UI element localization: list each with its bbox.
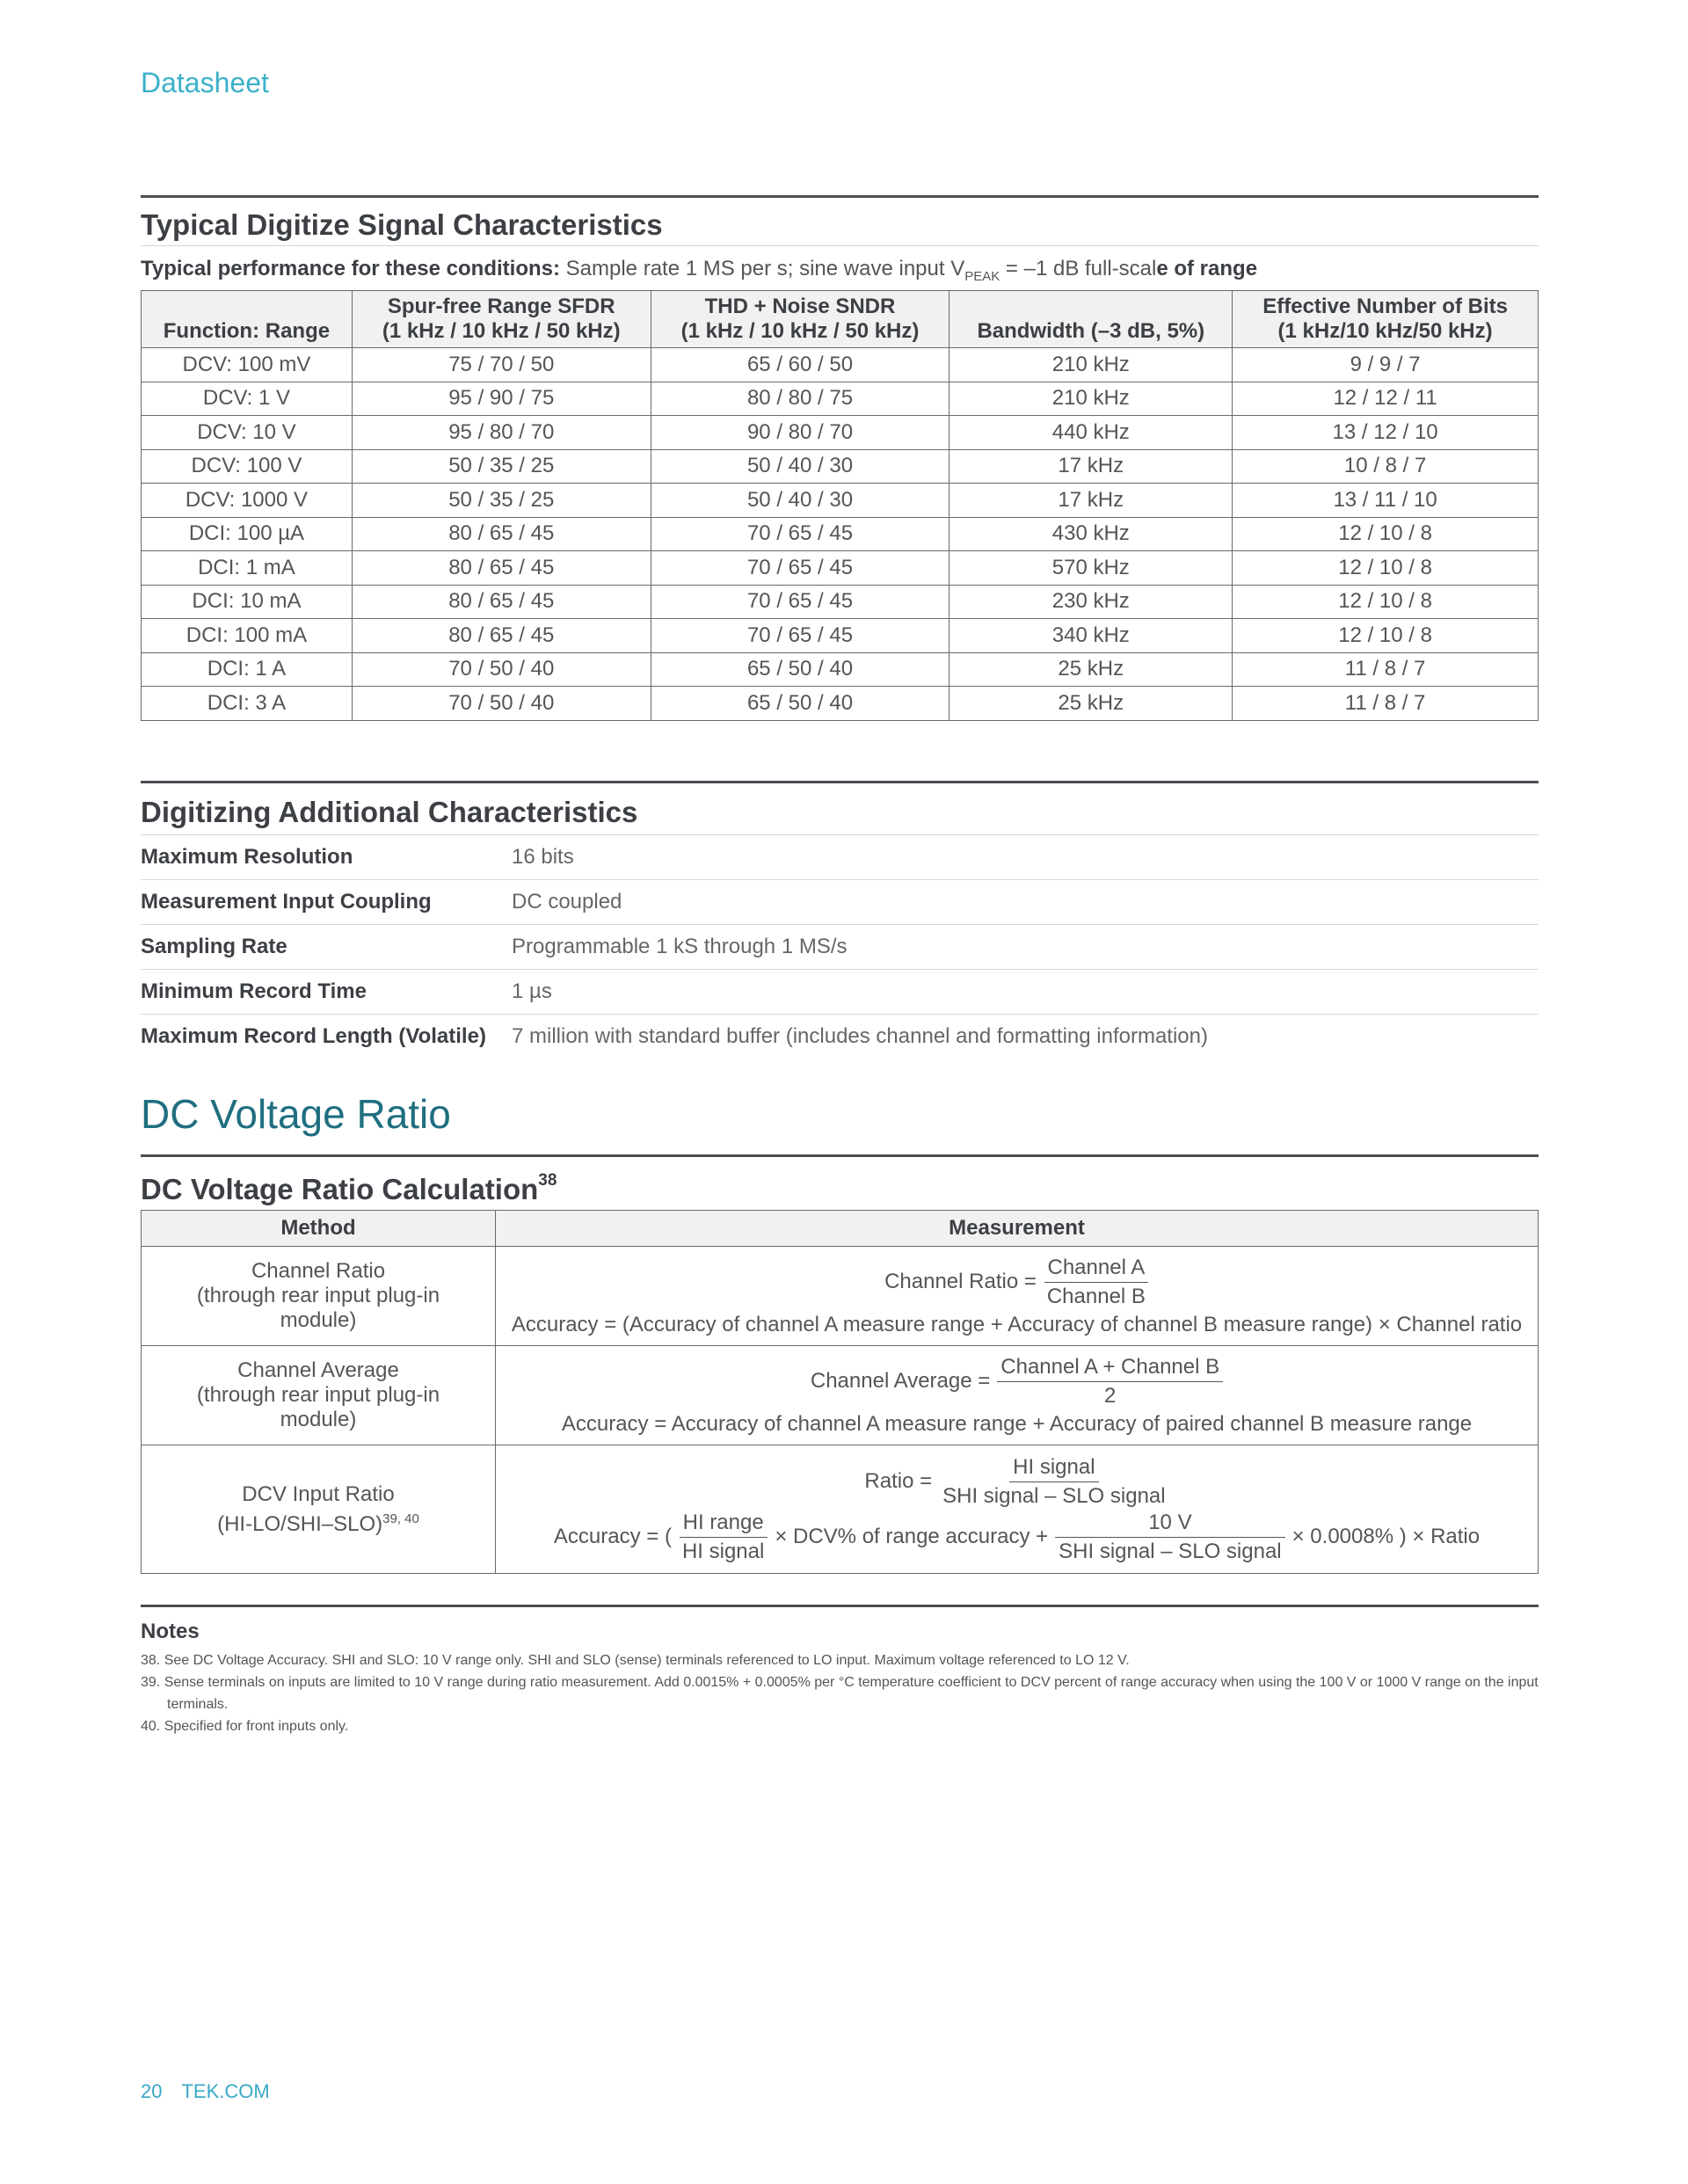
characteristic-label: Sampling Rate: [141, 935, 287, 958]
column-header: Method: [142, 1211, 496, 1247]
footnote-ref: 39, 40: [382, 1511, 419, 1526]
formula: Channel Ratio = $\frac{\text{Channel A}}{\text{Channel B}}$: [884, 1256, 1149, 1309]
notes-divider: [141, 1605, 1539, 1607]
characteristic-label: Measurement Input Coupling: [141, 890, 432, 914]
subtitle-divider: [141, 245, 1539, 246]
characteristic-row: [141, 925, 1539, 970]
conditions-subscript: PEAK: [964, 268, 1000, 284]
accuracy-formula: Accuracy = (Accuracy of channel A measure range + Accuracy of channel B measure range) × Channel ratio: [511, 1312, 1523, 1336]
page-footer: [141, 2080, 270, 2103]
characteristic-value: 7 million with standard buffer (includes channel and formatting information): [512, 1024, 1208, 1048]
accuracy-formula: Accuracy = Accuracy of channel A measure range + Accuracy of paired channel B measure range: [561, 1411, 1473, 1436]
ratio-formula: Ratio = $\frac{\text{HI signal}}{\text{SHI signal – SLO signal}}$: [864, 1454, 1166, 1508]
table-header-row: [142, 291, 1539, 348]
characteristic-row: [141, 1015, 1539, 1059]
table-row: DCI: 10 mA 80 / 65 / 45 70 / 65 / 45 230 kHz 12 / 10 / 8: [142, 585, 1539, 619]
table-row: DCV: 100 mV 75 / 70 / 50 65 / 60 / 50 210 kHz 9 / 9 / 7: [142, 348, 1539, 382]
characteristics-list: [141, 835, 1539, 1059]
characteristic-value: DC coupled: [512, 890, 622, 914]
column-header: Function: Range: [142, 291, 353, 348]
characteristic-label: Maximum Resolution: [141, 845, 353, 869]
test-conditions: [141, 253, 1539, 290]
column-header: Measurement: [496, 1211, 1539, 1247]
characteristic-row: [141, 835, 1539, 880]
conditions-text: Sample rate 1 MS per s; sine wave input V: [565, 257, 965, 280]
table-row: DCI: 100 mA 80 / 65 / 45 70 / 65 / 45 340 kHz 12 / 10 / 8: [142, 619, 1539, 653]
ratio-calculation-table: [141, 1210, 1539, 1574]
section-title: Typical Digitize Signal Characteristics: [141, 208, 663, 241]
table-row: [142, 1346, 1539, 1445]
measurement-cell: [496, 1247, 1539, 1346]
table-row: DCV: 100 V 50 / 35 / 25 50 / 40 / 30 17 kHz 10 / 8 / 7: [142, 449, 1539, 484]
column-header: THD + Noise SNDR (1 kHz / 10 kHz / 50 kHz): [651, 291, 950, 348]
table-row: DCI: 100 µA 80 / 65 / 45 70 / 65 / 45 430 kHz 12 / 10 / 8: [142, 517, 1539, 551]
measurement-cell: [496, 1445, 1539, 1574]
table-row: DCV: 1 V 95 / 90 / 75 80 / 80 / 75 210 kHz 12 / 12 / 11: [142, 382, 1539, 416]
table-row: DCI: 1 A 70 / 50 / 40 65 / 50 / 40 25 kHz 11 / 8 / 7: [142, 652, 1539, 687]
digitizing-additional-section: [141, 781, 1539, 1059]
section-divider: [141, 195, 1539, 198]
footnote: 39. Sense terminals on inputs are limited to 10 V range during ratio measurement. Add 0.0015% + 0.0005% per °C temperature coefficient to DCV percent of range accuracy when using the 100 V or 1000 V range on the input terminals.: [141, 1675, 1539, 1712]
footnote: 40. Specified for front inputs only.: [141, 1719, 349, 1734]
column-header: Effective Number of Bits (1 kHz/10 kHz/50 kHz): [1233, 291, 1539, 348]
section-title: Digitizing Additional Characteristics: [141, 796, 638, 828]
section-divider: [141, 1154, 1539, 1157]
method-cell: DCV Input Ratio $(HI-LO/SHI-SLO)^{39, 40}$: [142, 1445, 496, 1574]
notes-section: [141, 1605, 1539, 1737]
notes-title: Notes: [141, 1620, 200, 1643]
characteristic-value: 1 µs: [512, 979, 552, 1003]
characteristic-row: [141, 970, 1539, 1015]
conditions-text-2: = –1 dB full-scal: [1000, 257, 1157, 280]
table-row: DCI: 3 A 70 / 50 / 40 65 / 50 / 40 25 kHz 11 / 8 / 7: [142, 687, 1539, 721]
measurement-cell: [496, 1346, 1539, 1445]
digitize-signal-section: [141, 195, 1539, 721]
column-header: Bandwidth (–3 dB, 5%): [950, 291, 1233, 348]
characteristic-label: Maximum Record Length (Volatile): [141, 1024, 486, 1048]
table-row: [142, 1445, 1539, 1574]
column-header: Spur-free Range SFDR (1 kHz / 10 kHz / 50 kHz): [352, 291, 651, 348]
characteristic-label: Minimum Record Time: [141, 979, 367, 1003]
method-cell: Channel Ratio (through rear input plug-in module): [142, 1247, 496, 1346]
conditions-label: Typical performance for these conditions:: [141, 257, 560, 280]
characteristic-value: Programmable 1 kS through 1 MS/s: [512, 935, 848, 958]
accuracy-formula: Accuracy = ( $\frac{\text{HI range}}{\text{HI signal}}$ × DCV% of range accuracy + $\frac{10 V}{\text{SHI signal – SLO signal}}$ × 0.0008% ) × Ratio: [553, 1510, 1481, 1563]
section-heading: DC Voltage Ratio: [141, 1091, 451, 1137]
site-link[interactable]: TEK.COM: [181, 2080, 270, 2102]
footnote: 38. See DC Voltage Accuracy. SHI and SLO: 10 V range only. SHI and SLO (sense) terminals referenced to LO input. Maximum voltage referenced to LO 12 V.: [141, 1653, 1130, 1668]
dc-voltage-ratio-section: [141, 1154, 1539, 1574]
method-cell: Channel Average (through rear input plug-in module): [142, 1346, 496, 1445]
page-number: 20: [141, 2080, 163, 2102]
conditions-bold-end: e of range: [1156, 257, 1258, 280]
table-row: DCI: 1 mA 80 / 65 / 45 70 / 65 / 45 570 kHz 12 / 10 / 8: [142, 551, 1539, 586]
table-row: DCV: 10 V 95 / 80 / 70 90 / 80 / 70 440 kHz 13 / 12 / 10: [142, 416, 1539, 450]
calc-title: DC Voltage Ratio Calculation: [141, 1173, 539, 1205]
footnote-ref: 38: [538, 1171, 557, 1190]
digitize-signal-table: [141, 290, 1539, 721]
table-row: DCV: 1000 V 50 / 35 / 25 50 / 40 / 30 17 kHz 13 / 11 / 10: [142, 484, 1539, 518]
characteristic-row: [141, 880, 1539, 925]
brand-label: Datasheet: [141, 67, 269, 98]
characteristic-value: 16 bits: [512, 845, 574, 869]
table-row: [142, 1247, 1539, 1346]
table-header-row: [142, 1211, 1539, 1247]
section-title: [141, 1164, 1539, 1205]
section-divider: [141, 781, 1539, 783]
formula: Channel Average = $\frac{\text{Channel A + Channel B}}{2}$: [811, 1355, 1223, 1409]
